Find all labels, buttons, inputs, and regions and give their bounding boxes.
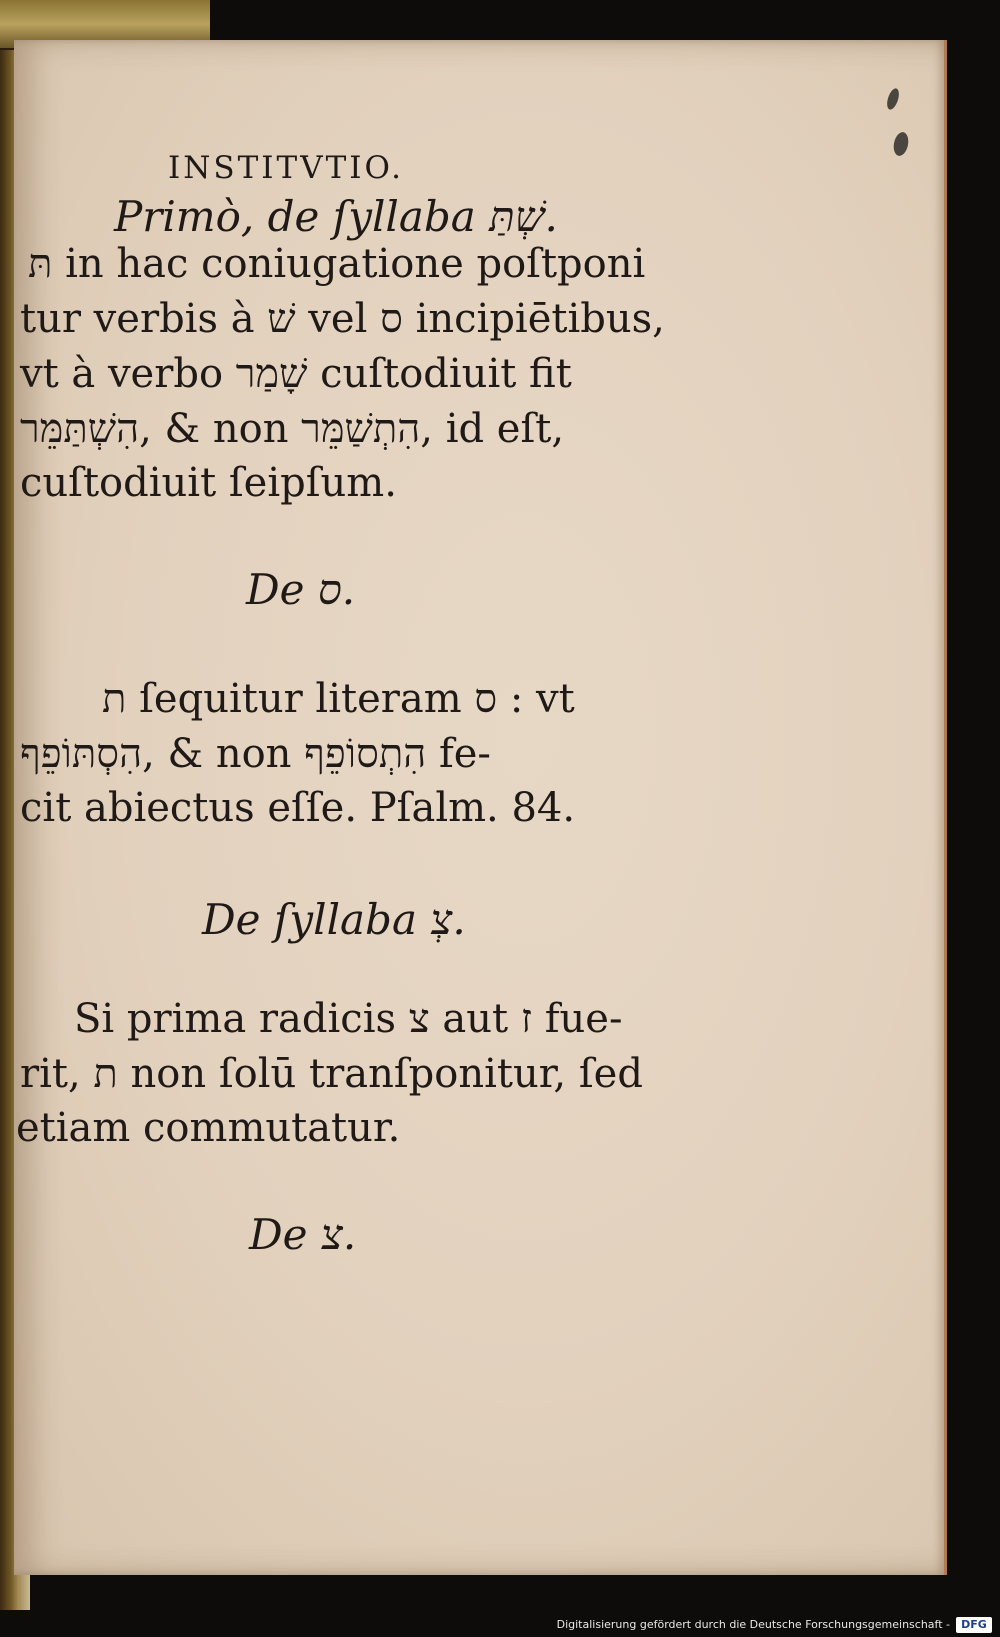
section-heading: De ſyllaba צְ. bbox=[202, 895, 466, 944]
dfg-logo: DFG bbox=[956, 1617, 992, 1633]
text-line: etiam commutatur. bbox=[16, 1105, 401, 1151]
text-line: Si prima radicis צ aut ז fue- bbox=[74, 996, 623, 1042]
section-heading: Primò, de ſyllaba שְׁתַּ. bbox=[114, 192, 558, 241]
text-line: tur verbis à שׁ vel ס incipiētibus, bbox=[20, 296, 665, 342]
ink-spot bbox=[892, 131, 911, 157]
text-line: תּ in hac coniugatione poſtponi bbox=[28, 241, 646, 287]
text-line: cit abiectus eſſe. Pſalm. 84. bbox=[20, 785, 576, 831]
running-head: INSTITVTIO. bbox=[168, 150, 404, 186]
text-line: ת ſequitur literam ס : vt bbox=[102, 676, 575, 722]
text-line: cuſtodiuit ſeipſum. bbox=[20, 460, 397, 506]
text-line: הִסְתּוֹפֵף, & non הִתְסוֹפֵף fe- bbox=[20, 731, 491, 777]
book-page bbox=[14, 40, 947, 1575]
ink-spot bbox=[885, 87, 901, 111]
section-heading: De צ. bbox=[249, 1210, 357, 1259]
section-heading: De ס. bbox=[246, 565, 356, 614]
text-line: vt à verbo שָׁמַר cuſtodiuit fit bbox=[20, 351, 572, 397]
text-line: הִשְׁתַּמֵּר, & non הִתְשַׁמֵּר, id eſt, bbox=[20, 406, 565, 452]
text-line: rit, ת non ſolū tranſponitur, ſed bbox=[20, 1051, 643, 1097]
digitization-credit: Digitalisierung gefördert durch die Deutsche Forschungsgemeinschaft - bbox=[556, 1618, 950, 1631]
